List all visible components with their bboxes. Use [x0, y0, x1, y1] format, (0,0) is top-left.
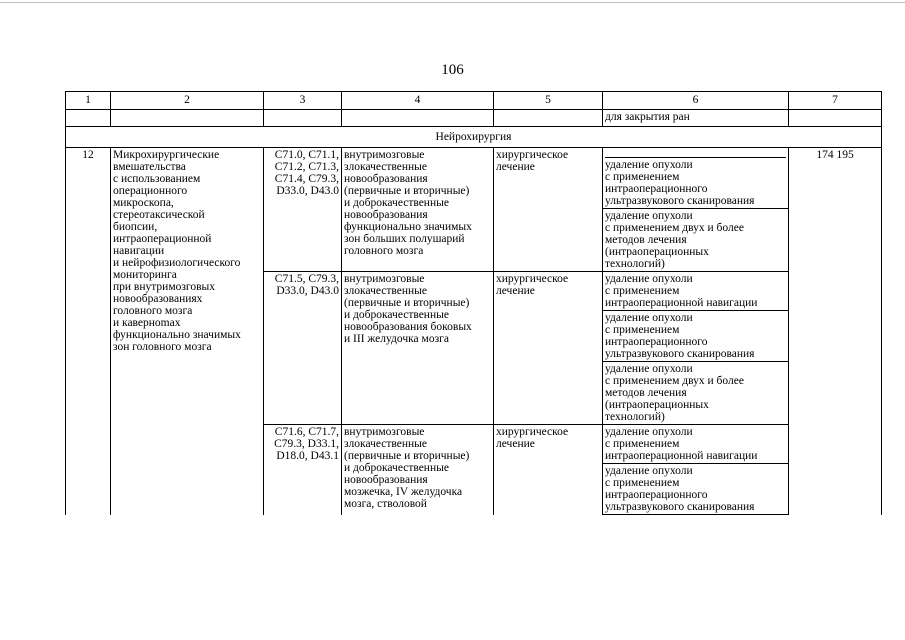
treatment-type	[494, 272, 603, 425]
icd-codes-text: C71.5, C79.3, D33.0, D43.0	[274, 273, 339, 297]
treatment-type	[494, 425, 603, 515]
intervention-text: Микрохирургические вмешательства с использованием операционного микроскопа, стереотаксической биопсии, интраоперационной навигации и нейрофизиологического мониторинга при внутримозговых новообразованиях головного мозга и кавернomах функционально значимых зон головного мозга	[113, 149, 241, 353]
treatment-method	[603, 425, 789, 464]
patient-model	[342, 425, 494, 515]
treatment-method-text: удаление опухоли с применением интраоперационной навигации	[605, 426, 758, 462]
procedures-table	[65, 91, 882, 515]
price: 174 195	[789, 148, 882, 515]
icd-codes-text: C71.0, C71.1, C71.2, C71.3, C71.4, C79.3, D33.0, D43.0	[274, 149, 339, 197]
treatment-method-text: удаление опухоли с применением интраоперационного ультразвукового сканирования	[605, 159, 755, 207]
patient-model-text: внутримозговые злокачественные (первичные и вторичные) и доброкачественные новообразования боковых и III желудочка мозга	[344, 273, 472, 345]
row-number: 12	[66, 148, 111, 515]
section-title: Нейрохирургия	[66, 127, 882, 148]
treatment-method	[603, 272, 789, 311]
column-number-row	[66, 92, 882, 110]
icd-codes	[264, 148, 342, 272]
carry-over-row	[66, 110, 882, 127]
treatment-method-text: удаление опухоли с применением двух и более методов лечения (интраоперационных технологий)	[605, 363, 744, 423]
column-number-cell: 3	[264, 92, 342, 110]
treatment-type-text: хирургическое лечение	[496, 149, 569, 173]
table-row	[66, 148, 882, 209]
treatment-method	[603, 362, 789, 425]
treatment-type-text: хирургическое лечение	[496, 273, 569, 297]
treatment-method	[603, 209, 789, 272]
patient-model-text: внутримозговые злокачественные (первичные и вторичные) и доброкачественные новообразования мозжечка, IV желудочка мозга, стволовой	[344, 426, 470, 510]
treatment-method-text: удаление опухоли с применением интраоперационного ультразвукового сканирования	[605, 465, 755, 513]
icd-codes	[264, 425, 342, 515]
column-number-cell: 1	[66, 92, 111, 110]
treatment-method	[603, 148, 789, 209]
patient-model-text: внутримозговые злокачественные новообразования (первичные и вторичные) и доброкачественные новообразования функционально значимых зон больших полушарий головного мозга	[344, 149, 472, 257]
icd-codes	[264, 272, 342, 425]
column-number-cell: 7	[789, 92, 882, 110]
icd-codes-text: C71.6, C71.7, C79.3, D33.1, D18.0, D43.1	[274, 426, 339, 462]
page-top-line	[0, 2, 905, 3]
treatment-type-text: хирургическое лечение	[496, 426, 569, 450]
page-number: 106	[441, 62, 464, 78]
patient-model	[342, 272, 494, 425]
column-number-cell: 4	[342, 92, 494, 110]
treatment-method	[603, 464, 789, 515]
treatment-method-text: удаление опухоли с применением двух и более методов лечения (интраоперационных технологий)	[605, 210, 744, 270]
section-row	[66, 127, 882, 148]
treatment-method-text: удаление опухоли с применением интраоперационной навигации	[605, 273, 758, 309]
treatment-type	[494, 148, 603, 272]
column-number-cell: 2	[111, 92, 264, 110]
treatment-method-text: удаление опухоли с применением интраоперационного ультразвукового сканирования	[605, 312, 755, 360]
intervention-name	[111, 148, 264, 515]
patient-model	[342, 148, 494, 272]
carry-over-method: для закрытия ран	[603, 110, 789, 127]
treatment-method	[603, 311, 789, 362]
column-number-cell: 5	[494, 92, 603, 110]
column-number-cell: 6	[603, 92, 789, 110]
